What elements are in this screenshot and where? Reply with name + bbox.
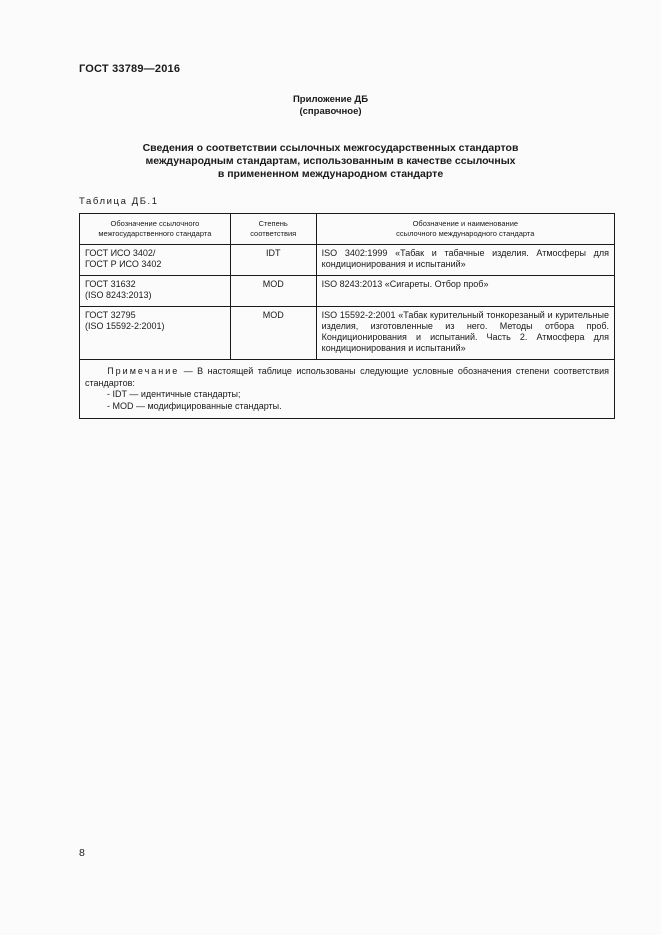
table-note: [80, 360, 615, 419]
note-body: [85, 366, 609, 389]
section-title-line: международным стандартам, использованным в качестве ссылочных: [145, 155, 516, 167]
table-row: [80, 245, 615, 276]
table-caption: Таблица ДБ.1: [79, 196, 159, 207]
note-item: - IDT — идентичные стандарты;: [107, 389, 241, 399]
international-standard-cell: ISO 15592-2:2001 «Табак курительный тонкорезаный и курительные изделия, изготовленные из него. Методы отбора проб. Кондиционирования и испытаний. Часть 2. Атмосфера для кондиционирования и испытаний»: [316, 307, 614, 360]
note-text: — В настоящей таблице использованы следующие условные обозначения степени соответствия стандартов:: [85, 366, 609, 388]
degree-cell: MOD: [230, 307, 316, 360]
section-title: [40, 142, 621, 181]
annex-title: Приложение ДБ: [292, 94, 369, 105]
interstate-standard-cell: ГОСТ ИСО 3402/ ГОСТ Р ИСО 3402: [80, 245, 231, 276]
column-header: Обозначение ссылочного межгосударственного стандарта: [80, 214, 231, 245]
table-row: [80, 307, 615, 360]
annex-heading: [0, 94, 661, 118]
correspondence-table: [79, 213, 615, 419]
section-title-line: Сведения о соответствии ссылочных межгосударственных стандартов: [142, 142, 519, 154]
page-number: 8: [79, 847, 85, 859]
document-number: ГОСТ 33789—2016: [79, 63, 181, 75]
international-standard-cell: ISO 3402:1999 «Табак и табачные изделия. Атмосферы для кондиционирования и испытаний»: [316, 245, 614, 276]
interstate-standard-cell: ГОСТ 31632 (ISO 8243:2013): [80, 276, 231, 307]
table-header-row: [80, 214, 615, 245]
interstate-standard-cell: ГОСТ 32795 (ISO 15592-2:2001): [80, 307, 231, 360]
note-label: Примечание: [107, 366, 180, 376]
note-item: - MOD — модифицированные стандарты.: [107, 400, 282, 411]
table-note-row: [80, 360, 615, 419]
table-row: [80, 276, 615, 307]
column-header: Обозначение и наименование ссылочного международного стандарта: [316, 214, 614, 245]
degree-cell: MOD: [230, 276, 316, 307]
degree-cell: IDT: [230, 245, 316, 276]
column-header: Степень соответствия: [230, 214, 316, 245]
annex-subtitle: (справочное): [299, 106, 362, 117]
international-standard-cell: ISO 8243:2013 «Сигареты. Отбор проб»: [316, 276, 614, 307]
section-title-line: в примененном международном стандарте: [217, 168, 444, 180]
